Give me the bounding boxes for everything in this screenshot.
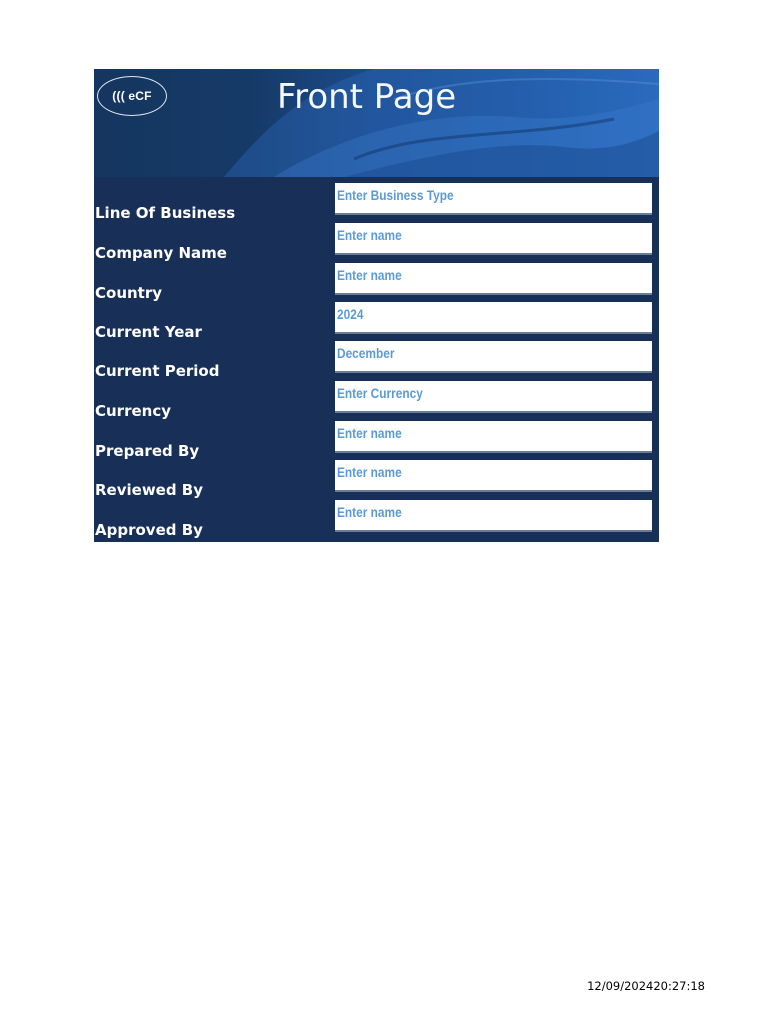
form-row-prepared-by [94,421,659,461]
reviewed-by-label: Reviewed By [95,481,204,499]
page-title: Front Page [277,77,457,117]
currency-value: Enter Currency [337,386,423,401]
company-name-field[interactable] [335,223,652,255]
form-row-currency [94,381,659,421]
form-row-reviewed-by [94,460,659,500]
current-period-field[interactable] [335,341,652,373]
ecf-logo [97,76,167,116]
form-row-approved-by [94,500,659,540]
approved-by-field[interactable] [335,500,652,532]
approved-by-label: Approved By [95,521,203,539]
form-row-country [94,263,659,303]
current-year-value: 2024 [337,307,364,322]
form-row-current-year [94,302,659,342]
reviewed-by-value: Enter name [337,465,402,480]
form-row-company-name [94,223,659,263]
country-value: Enter name [337,268,402,283]
reviewed-by-field[interactable] [335,460,652,492]
logo-text: ((( eCF [112,89,152,103]
header-banner [94,69,659,177]
current-year-field[interactable] [335,302,652,334]
company-name-value: Enter name [337,228,402,243]
country-label: Country [95,284,163,302]
current-period-label: Current Period [95,362,220,380]
current-year-label: Current Year [95,323,202,341]
currency-field[interactable] [335,381,652,413]
form-row-current-period [94,341,659,381]
prepared-by-value: Enter name [337,426,402,441]
company-name-label: Company Name [95,244,227,262]
print-timestamp: 12/09/202420:27:18 [587,979,705,993]
form-row-line-of-business [94,183,659,223]
currency-label: Currency [95,402,172,420]
country-field[interactable] [335,263,652,295]
line-of-business-field[interactable] [335,183,652,215]
approved-by-value: Enter name [337,505,402,520]
current-period-value: December [337,346,395,361]
prepared-by-label: Prepared By [95,442,200,460]
line-of-business-label: Line Of Business [95,204,236,222]
prepared-by-field[interactable] [335,421,652,453]
line-of-business-value: Enter Business Type [337,188,454,203]
front-page-sheet [94,69,659,542]
